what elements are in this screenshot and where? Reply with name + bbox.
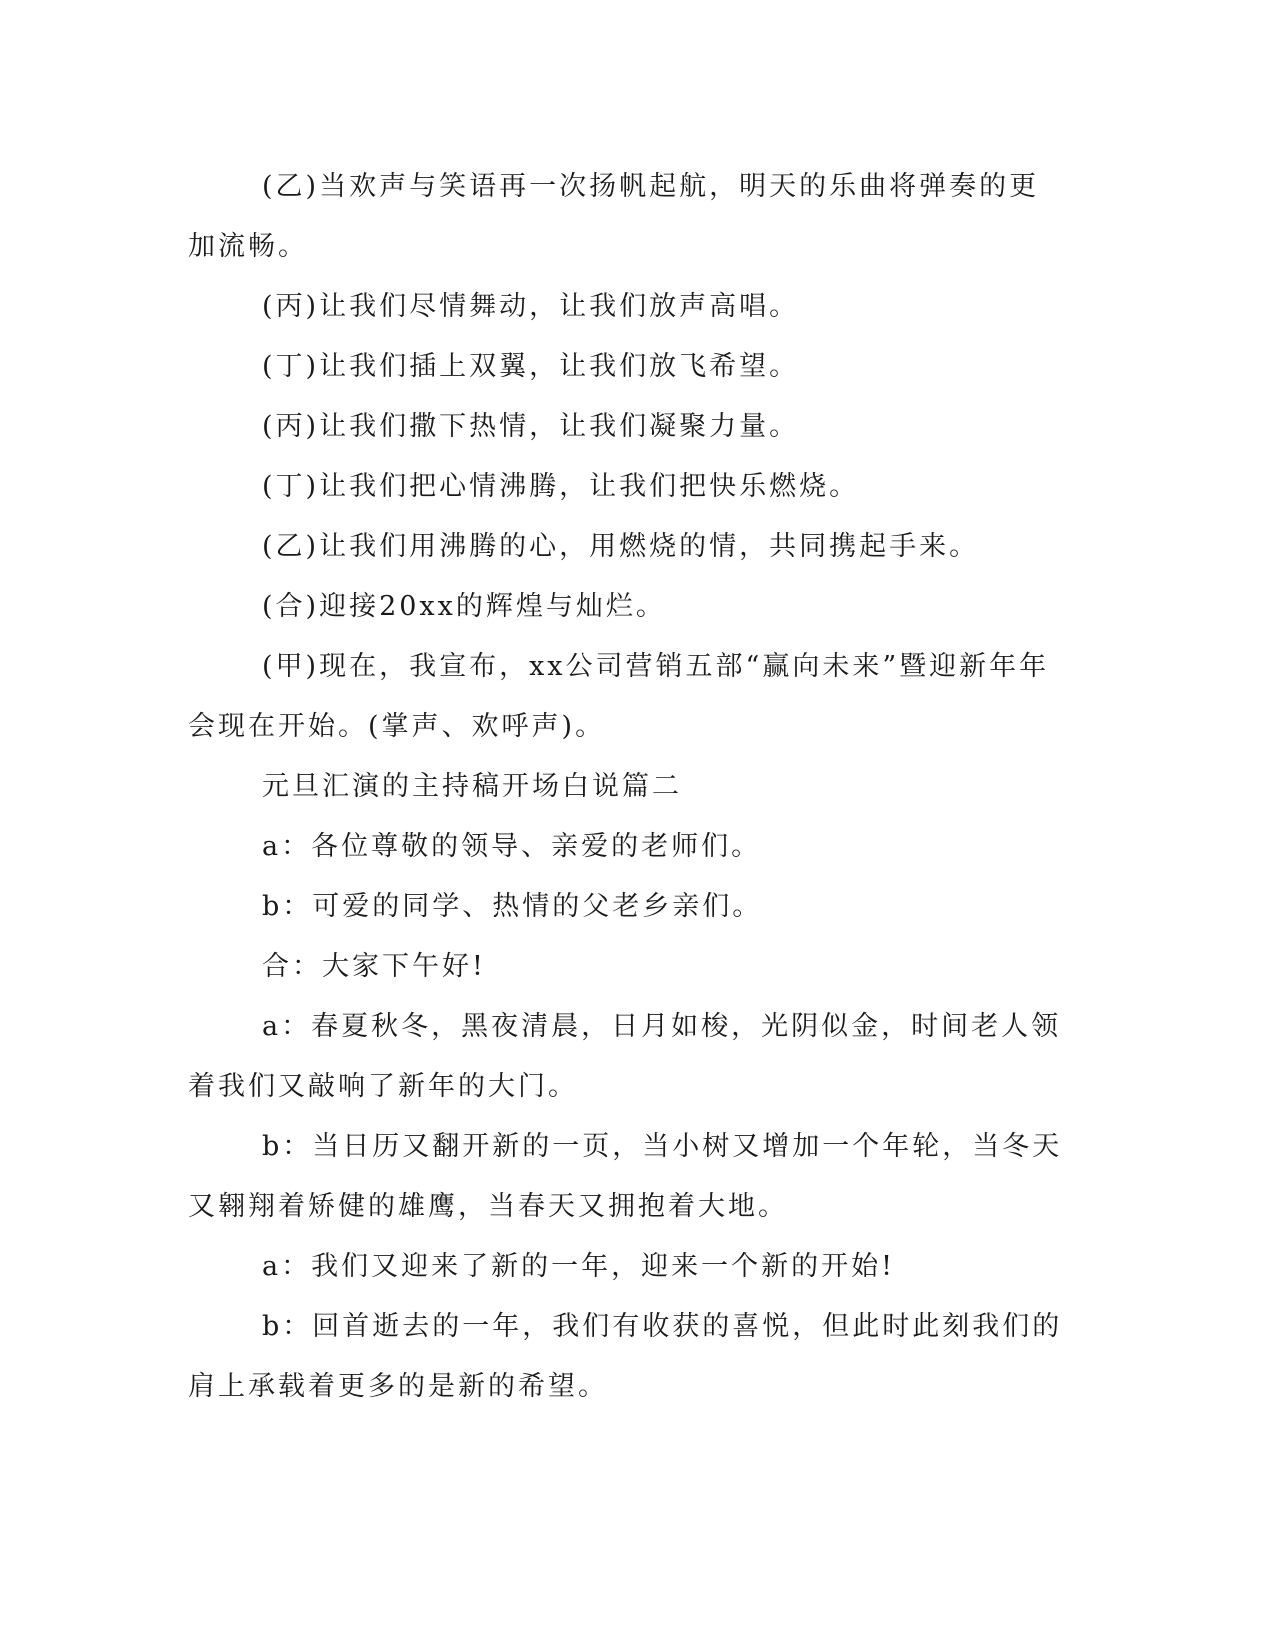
paragraph-jia-1: (甲)现在，我宣布，xx公司营销五部“赢向未来”暨迎新年年会现在开始。(掌声、欢呼声)。 <box>188 651 1050 742</box>
section-heading: 元旦汇演的主持稿开场白说篇二 <box>262 771 682 802</box>
paragraph-b-1: b：可爱的同学、热情的父老乡亲们。 <box>262 891 763 922</box>
paragraph-bing-1: (丙)让我们尽情舞动，让我们放声高唱。 <box>262 291 800 322</box>
document-body <box>188 157 1068 1417</box>
paragraph-ding-2: (丁)让我们把心情沸腾，让我们把快乐燃烧。 <box>262 471 860 502</box>
paragraph-b-2: b：当日历又翻开新的一页，当小树又增加一个年轮，当冬天又翱翔着矫健的雄鹰，当春天又拥抱着大地。 <box>188 1131 1063 1222</box>
paragraph-ding-1: (丁)让我们插上双翼，让我们放飞希望。 <box>262 351 800 382</box>
paragraph-yi-2: (乙)让我们用沸腾的心，用燃烧的情，共同携起手来。 <box>262 531 980 562</box>
paragraph-a-2: a：春夏秋冬，黑夜清晨，日月如梭，光阴似金，时间老人领着我们又敲响了新年的大门。 <box>188 1011 1062 1102</box>
paragraph-bing-2: (丙)让我们撒下热情，让我们凝聚力量。 <box>262 411 800 442</box>
paragraph-a-3: a：我们又迎来了新的一年，迎来一个新的开始! <box>262 1251 895 1282</box>
paragraph-he-2: 合：大家下午好! <box>262 951 486 982</box>
paragraph-he-1: (合)迎接20xx的辉煌与灿烂。 <box>262 591 666 622</box>
paragraph-b-3: b：回首逝去的一年，我们有收获的喜悦，但此时此刻我们的肩上承载着更多的是新的希望。 <box>188 1311 1063 1402</box>
paragraph-a-1: a：各位尊敬的领导、亲爱的老师们。 <box>262 831 762 862</box>
paragraph-yi-1: (乙)当欢声与笑语再一次扬帆起航，明天的乐曲将弹奏的更加流畅。 <box>188 171 1040 262</box>
